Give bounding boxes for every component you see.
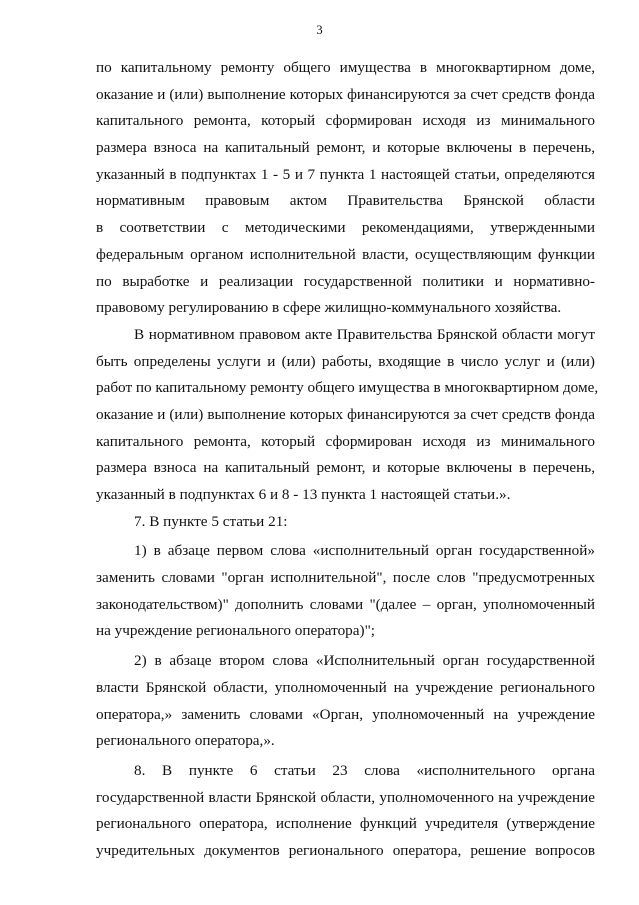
text-line: капитального ремонта, который сформирован исходя из минимального [96, 432, 595, 450]
text-line: заменить словами "орган исполнительной", после слов "предусмотренных [96, 569, 595, 587]
text-line: государственной власти Брянской области, уполномоченного на учреждение [96, 788, 595, 806]
text-line: федеральным органом исполнительной власти, осуществляющим функции [96, 245, 595, 263]
text-line: 8. В пункте 6 статьи 23 слова «исполнительного органа [134, 761, 595, 779]
paragraph-normative-act [96, 325, 599, 512]
paragraph-subitem-1 [96, 541, 595, 648]
text-line: размера взноса на капитальный ремонт, и которые включены в перечень, [96, 459, 595, 477]
text-line: на учреждение регионального оператора)"; [96, 622, 375, 640]
text-line: законодательством)" дополнить словами "(далее – орган, уполномоченный [96, 595, 595, 613]
paragraph-continuation [96, 58, 595, 325]
text-line: размера взноса на капитальный ремонт, и которые включены в перечень, [96, 139, 595, 157]
text-line: по капитальному ремонту общего имущества в многоквартирном доме, [96, 59, 595, 76]
text-line: правовому регулированию в сфере жилищно-коммунального хозяйства. [96, 299, 562, 317]
text-line: быть определены услуги и (или) работы, входящие в число услуг и (или) [96, 352, 595, 370]
text-line: указанный в подпунктах 1 - 5 и 7 пункта 1 настоящей статьи, определяются [96, 165, 595, 183]
text-line: в соответствии с методическими рекомендациями, утвержденными [96, 219, 595, 237]
text-line: регионального оператора,». [96, 732, 275, 750]
text-line: оказание и (или) выполнение которых финансируются за счет средств фонда [96, 405, 595, 423]
document-body [96, 58, 599, 868]
text-line: В нормативном правовом акте Правительства Брянской области могут [134, 325, 595, 343]
page-number: 3 [316, 23, 323, 37]
text-line: капитального ремонта, который сформирован исходя из минимального [96, 112, 595, 130]
text-line: 7. В пункте 5 статьи 21: [134, 512, 288, 530]
text-line: регионального оператора, исполнение функций учредителя (утверждение [96, 815, 595, 833]
text-line: власти Брянской области, уполномоченный на учреждение регионального [96, 678, 595, 696]
text-line: нормативным правовым актом Правительства Брянской области [96, 192, 595, 210]
text-line: 1) в абзаце первом слова «исполнительный орган государственной» [134, 542, 595, 560]
text-line: работ по капитальному ремонту общего имущества в многоквартирном доме, [96, 379, 599, 397]
paragraph-item-8 [96, 761, 595, 868]
paragraph-item-7 [96, 512, 595, 539]
paragraph-subitem-2 [96, 651, 595, 758]
text-line: учредительных документов регионального оператора, решение вопросов [96, 841, 595, 859]
text-line: оператора,» заменить словами «Орган, уполномоченный на учреждение [96, 705, 595, 723]
text-line: 2) в абзаце втором слова «Исполнительный орган государственной [134, 652, 595, 670]
text-line: указанный в подпунктах 6 и 8 - 13 пункта 1 настоящей статьи.». [96, 486, 511, 503]
text-line: оказание и (или) выполнение которых финансируются за счет средств фонда [96, 85, 595, 103]
text-line: по выработке и реализации государственной политики и нормативно- [96, 272, 595, 290]
